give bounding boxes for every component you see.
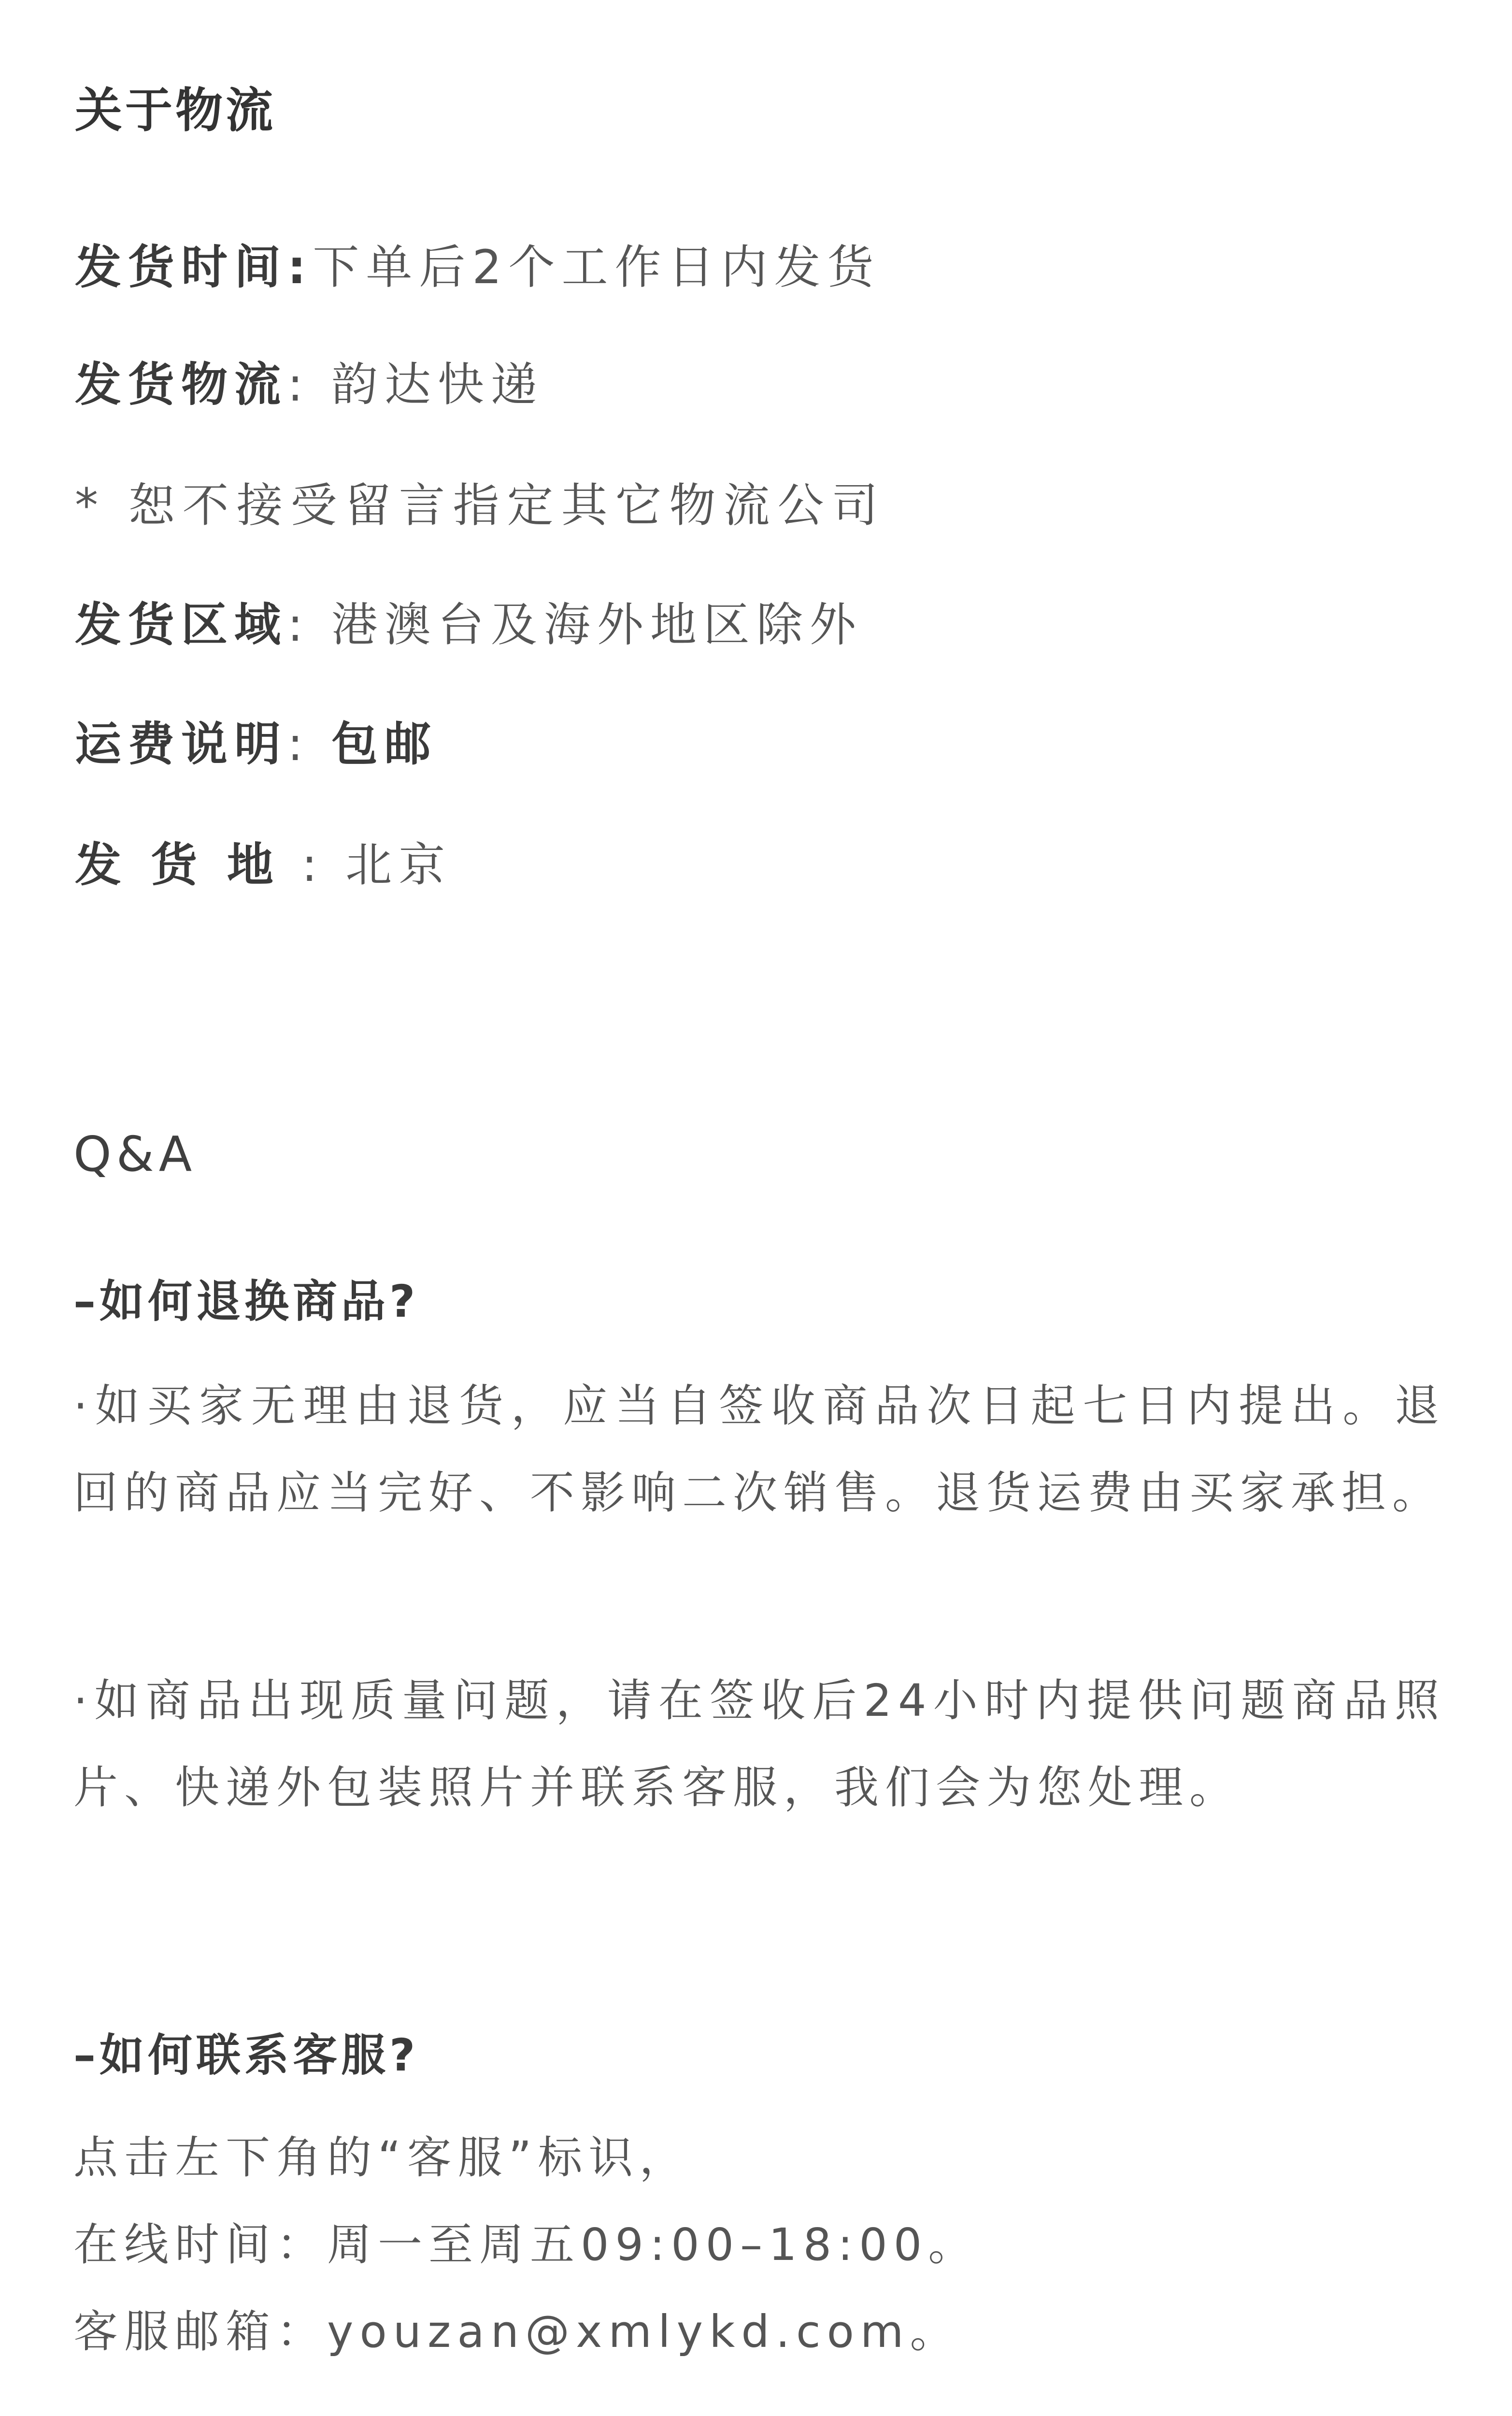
ship-from-value: 北京 (345, 838, 452, 892)
logistics-title: 关于物流 (75, 83, 276, 138)
ship-from-separator: : (301, 838, 324, 892)
question-returns: –如何退换商品? (73, 1276, 419, 1327)
answer-contact-line: 点击左下角的“客服”标识， (73, 2132, 690, 2184)
carrier-value: 韵达快递 (331, 358, 544, 412)
question-contact: –如何联系客服? (73, 2029, 419, 2081)
qa-title: Q&A (73, 1126, 197, 1182)
ship-from-row (75, 838, 452, 892)
shipping-fee-separator: : (287, 717, 310, 771)
shipping-area-label: 发货区域 (75, 598, 287, 652)
answer-returns-paragraph: ·如商品出现质量问题，请在签收后24小时内提供问题商品照片、快递外包装照片并联系客服，我们会为您处理。 (73, 1675, 1445, 1813)
carrier-separator: : (287, 358, 310, 412)
carrier-label: 发货物流 (75, 358, 287, 412)
shipping-time-value: 下单后2个工作日内发货 (313, 240, 881, 294)
carrier-row (75, 358, 544, 412)
shipping-fee-row (75, 717, 438, 771)
answer-contact-line: 在线时间：周一至周五09:00–18:00。 (73, 2219, 979, 2271)
shipping-area-value: 港澳台及海外地区除外 (331, 598, 863, 652)
shipping-fee-value: 包邮 (331, 717, 438, 771)
shipping-time-label: 发货时间: (75, 240, 313, 294)
shipping-fee-label: 运费说明 (75, 717, 287, 771)
shipping-area-row (75, 598, 863, 652)
ship-from-label: 发 货 地 (75, 838, 280, 892)
shipping-time-row (75, 240, 881, 294)
answer-returns-paragraph: ·如买家无理由退货，应当自签收商品次日起七日内提出。退回的商品应当完好、不影响二次销售。退货运费由买家承担。 (73, 1380, 1445, 1519)
carrier-note: * 恕不接受留言指定其它物流公司 (75, 478, 886, 532)
answer-contact-line: 客服邮箱：youzan@xmlykd.com。 (73, 2306, 961, 2358)
shipping-area-separator: : (287, 598, 310, 652)
